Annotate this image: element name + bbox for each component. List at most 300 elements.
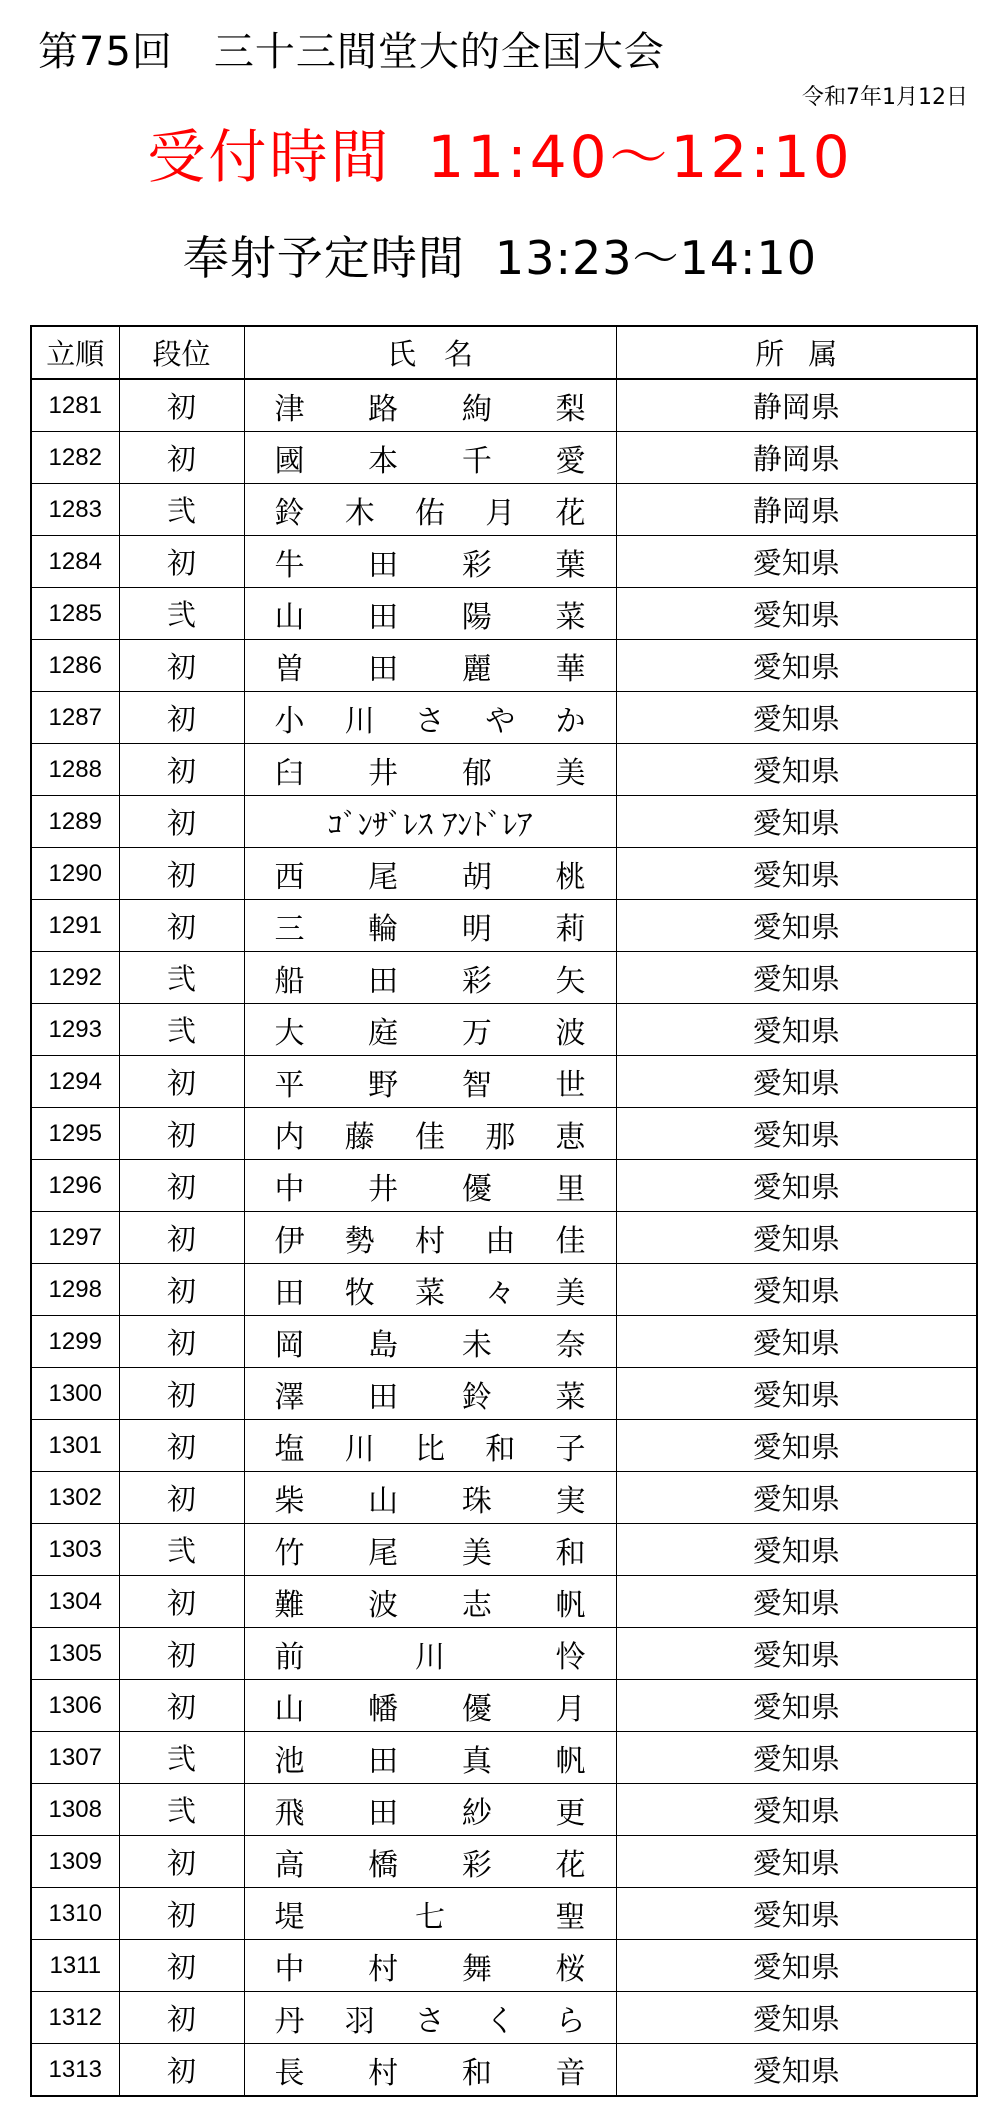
name-character: 実 xyxy=(555,1483,586,1519)
affiliation-cell: 静岡県 xyxy=(616,432,977,484)
rank-cell: 初 xyxy=(119,796,244,848)
page-title: 第75回 三十三間堂大的全国大会 xyxy=(38,29,665,75)
rank-cell: 初 xyxy=(119,848,244,900)
name-character: 美 xyxy=(461,1535,492,1571)
order-number-cell: 1296 xyxy=(31,1160,119,1212)
affiliation-cell: 愛知県 xyxy=(616,952,977,1004)
table-row xyxy=(31,1264,977,1316)
affiliation-cell: 愛知県 xyxy=(616,796,977,848)
name-character: 井 xyxy=(368,755,399,791)
order-number-cell: 1310 xyxy=(31,1888,119,1940)
order-number-cell: 1308 xyxy=(31,1784,119,1836)
order-number-cell: 1281 xyxy=(31,379,119,432)
name-character: 愛 xyxy=(555,443,586,479)
order-number-cell: 1290 xyxy=(31,848,119,900)
name-character: 明 xyxy=(461,911,492,947)
rank-cell: 初 xyxy=(119,1368,244,1420)
order-number-cell: 1303 xyxy=(31,1524,119,1576)
rank-cell: 弐 xyxy=(119,484,244,536)
name-cell xyxy=(244,848,616,900)
name-character: 由 xyxy=(485,1223,516,1259)
name-character: 未 xyxy=(461,1327,492,1363)
name-character: 志 xyxy=(461,1587,492,1623)
affiliation-cell: 愛知県 xyxy=(616,2044,977,2097)
order-number-cell: 1306 xyxy=(31,1680,119,1732)
name-character: 彩 xyxy=(461,547,492,583)
name-character: 絢 xyxy=(461,391,492,427)
name-character: 中 xyxy=(274,1171,305,1207)
name-character: 音 xyxy=(555,2055,586,2091)
rank-cell: 初 xyxy=(119,1056,244,1108)
order-number-cell: 1304 xyxy=(31,1576,119,1628)
name-character: 田 xyxy=(368,1379,399,1415)
shooting-time: 13:23〜14:10 xyxy=(494,231,818,285)
name-character: 尾 xyxy=(368,859,399,895)
name-character: 村 xyxy=(415,1223,445,1259)
name-cell xyxy=(244,952,616,1004)
name-cell xyxy=(244,1836,616,1888)
name-character: 山 xyxy=(368,1483,399,1519)
name-character: 高 xyxy=(274,1847,305,1883)
name-cell xyxy=(244,1160,616,1212)
name-character: 田 xyxy=(368,963,399,999)
affiliation-cell: 愛知県 xyxy=(616,1940,977,1992)
name-character: 佳 xyxy=(555,1223,586,1259)
name-character: 花 xyxy=(555,1847,586,1883)
order-number-cell: 1292 xyxy=(31,952,119,1004)
table-row xyxy=(31,1940,977,1992)
name-character: 帆 xyxy=(555,1587,586,1623)
name-character: 曽 xyxy=(274,651,305,687)
affiliation-cell: 愛知県 xyxy=(616,900,977,952)
name-character: 佑 xyxy=(415,495,445,531)
name-cell xyxy=(244,796,616,848)
table-row xyxy=(31,2044,977,2097)
name-character: 田 xyxy=(368,599,399,635)
table-row xyxy=(31,1368,977,1420)
name-character: 智 xyxy=(461,1067,492,1103)
affiliation-cell: 愛知県 xyxy=(616,1160,977,1212)
affiliation-cell: 愛知県 xyxy=(616,1212,977,1264)
rank-cell: 初 xyxy=(119,744,244,796)
name-cell xyxy=(244,1472,616,1524)
table-row xyxy=(31,1524,977,1576)
name-character: 飛 xyxy=(274,1795,305,1831)
affiliation-cell: 愛知県 xyxy=(616,692,977,744)
order-number-cell: 1285 xyxy=(31,588,119,640)
table-row xyxy=(31,796,977,848)
name-character: 國 xyxy=(274,443,305,479)
name-cell xyxy=(244,536,616,588)
order-number-cell: 1286 xyxy=(31,640,119,692)
column-header-affiliation: 所属 xyxy=(616,326,977,379)
order-number-cell: 1282 xyxy=(31,432,119,484)
order-number-cell: 1300 xyxy=(31,1368,119,1420)
affiliation-cell: 愛知県 xyxy=(616,1888,977,1940)
order-number-cell: 1313 xyxy=(31,2044,119,2097)
name-character: 中 xyxy=(274,1951,305,1987)
name-character: 羽 xyxy=(344,2003,375,2039)
rank-cell: 初 xyxy=(119,1472,244,1524)
name-character: 勢 xyxy=(344,1223,375,1259)
name-character: 波 xyxy=(555,1015,586,1051)
name-character: 牧 xyxy=(344,1275,375,1311)
order-number-cell: 1294 xyxy=(31,1056,119,1108)
table-row xyxy=(31,1628,977,1680)
rank-cell: 初 xyxy=(119,640,244,692)
name-character: 和 xyxy=(485,1431,516,1467)
affiliation-cell: 愛知県 xyxy=(616,1264,977,1316)
order-number-cell: 1287 xyxy=(31,692,119,744)
name-character: 田 xyxy=(368,651,399,687)
name-character: 川 xyxy=(344,703,375,739)
table-body xyxy=(31,379,977,2096)
name-character: 怜 xyxy=(555,1639,586,1675)
name-character: 比 xyxy=(415,1431,445,1467)
rank-cell: 初 xyxy=(119,1420,244,1472)
name-cell xyxy=(244,1680,616,1732)
name-character: 麗 xyxy=(461,651,492,687)
name-character: 郁 xyxy=(461,755,492,791)
rank-cell: 初 xyxy=(119,379,244,432)
table-row xyxy=(31,1004,977,1056)
name-character: 井 xyxy=(368,1171,399,1207)
name-cell xyxy=(244,588,616,640)
column-header-name: 氏名 xyxy=(244,326,616,379)
order-number-cell: 1284 xyxy=(31,536,119,588)
name-character: 澤 xyxy=(274,1379,305,1415)
name-cell xyxy=(244,1784,616,1836)
rank-cell: 弐 xyxy=(119,1524,244,1576)
name-character: 真 xyxy=(461,1743,492,1779)
affiliation-cell: 愛知県 xyxy=(616,848,977,900)
affiliation-cell: 静岡県 xyxy=(616,379,977,432)
name-character: や xyxy=(485,703,516,739)
rank-cell: 初 xyxy=(119,2044,244,2097)
rank-cell: 初 xyxy=(119,1680,244,1732)
rank-cell: 初 xyxy=(119,1316,244,1368)
affiliation-cell: 愛知県 xyxy=(616,1420,977,1472)
affiliation-cell: 愛知県 xyxy=(616,1576,977,1628)
name-cell xyxy=(244,379,616,432)
rank-cell: 初 xyxy=(119,1992,244,2044)
order-number-cell: 1311 xyxy=(31,1940,119,1992)
affiliation-cell: 愛知県 xyxy=(616,1732,977,1784)
name-character: 村 xyxy=(368,2055,399,2091)
name-character: 葉 xyxy=(555,547,586,583)
affiliation-cell: 愛知県 xyxy=(616,588,977,640)
affiliation-cell: 愛知県 xyxy=(616,1992,977,2044)
name-character: 花 xyxy=(555,495,586,531)
table-row xyxy=(31,379,977,432)
table-row xyxy=(31,952,977,1004)
name-character: ら xyxy=(555,2003,586,2039)
affiliation-cell: 愛知県 xyxy=(616,1368,977,1420)
name-character: 奈 xyxy=(555,1327,586,1363)
affiliation-cell: 愛知県 xyxy=(616,1836,977,1888)
name-character: 牛 xyxy=(274,547,305,583)
name-cell xyxy=(244,484,616,536)
name-character: ｺﾞﾝｻﾞﾚｽ ｱﾝﾄﾞﾚｱ xyxy=(327,807,533,843)
participant-table xyxy=(30,325,978,2097)
name-cell xyxy=(244,1056,616,1108)
table-row xyxy=(31,848,977,900)
name-character: 山 xyxy=(274,1691,305,1727)
name-character: 野 xyxy=(368,1067,399,1103)
name-character: 田 xyxy=(368,1795,399,1831)
name-character: 路 xyxy=(368,391,399,427)
name-character: 竹 xyxy=(274,1535,305,1571)
table-row xyxy=(31,1056,977,1108)
rank-cell: 初 xyxy=(119,1108,244,1160)
name-character: 舞 xyxy=(461,1951,492,1987)
event-date: 令和7年1月12日 xyxy=(802,85,968,110)
name-character: か xyxy=(555,703,586,739)
order-number-cell: 1301 xyxy=(31,1420,119,1472)
name-character: 川 xyxy=(344,1431,375,1467)
name-character: 優 xyxy=(461,1691,492,1727)
name-character: 矢 xyxy=(555,963,586,999)
order-number-cell: 1302 xyxy=(31,1472,119,1524)
rank-cell: 初 xyxy=(119,1160,244,1212)
order-number-cell: 1283 xyxy=(31,484,119,536)
rank-cell: 初 xyxy=(119,1836,244,1888)
name-character: 聖 xyxy=(555,1899,586,1935)
rank-cell: 弐 xyxy=(119,1784,244,1836)
name-character: 内 xyxy=(274,1119,305,1155)
name-character: 尾 xyxy=(368,1535,399,1571)
name-character: さ xyxy=(415,2003,445,2039)
affiliation-cell: 愛知県 xyxy=(616,1108,977,1160)
table-row xyxy=(31,536,977,588)
rank-cell: 初 xyxy=(119,536,244,588)
affiliation-cell: 愛知県 xyxy=(616,536,977,588)
name-character: 世 xyxy=(555,1067,586,1103)
name-character: 小 xyxy=(274,703,305,739)
order-number-cell: 1312 xyxy=(31,1992,119,2044)
name-character: 和 xyxy=(555,1535,586,1571)
name-character: 大 xyxy=(274,1015,305,1051)
name-character: 輪 xyxy=(368,911,399,947)
name-character: 田 xyxy=(368,547,399,583)
name-character: 幡 xyxy=(368,1691,399,1727)
rank-cell: 弐 xyxy=(119,1004,244,1056)
name-character: 梨 xyxy=(555,391,586,427)
name-character: 菜 xyxy=(415,1275,445,1311)
table-row xyxy=(31,1576,977,1628)
order-number-cell: 1295 xyxy=(31,1108,119,1160)
name-character: 鈴 xyxy=(274,495,305,531)
table-row xyxy=(31,1108,977,1160)
table-row xyxy=(31,1784,977,1836)
rank-cell: 初 xyxy=(119,1212,244,1264)
rank-cell: 弐 xyxy=(119,1732,244,1784)
name-character: 本 xyxy=(368,443,399,479)
order-number-cell: 1307 xyxy=(31,1732,119,1784)
name-character: 山 xyxy=(274,599,305,635)
rank-cell: 弐 xyxy=(119,952,244,1004)
name-cell xyxy=(244,2044,616,2097)
name-character: 珠 xyxy=(461,1483,492,1519)
name-character: 桜 xyxy=(555,1951,586,1987)
name-character: 菜 xyxy=(555,1379,586,1415)
name-character: 優 xyxy=(461,1171,492,1207)
name-cell xyxy=(244,1420,616,1472)
affiliation-cell: 愛知県 xyxy=(616,1316,977,1368)
name-cell xyxy=(244,1888,616,1940)
name-character: 美 xyxy=(555,755,586,791)
name-character: 丹 xyxy=(274,2003,305,2039)
table-row xyxy=(31,1316,977,1368)
name-character: 田 xyxy=(274,1275,305,1311)
name-character: 橋 xyxy=(368,1847,399,1883)
name-character: 平 xyxy=(274,1067,305,1103)
name-character: 華 xyxy=(555,651,586,687)
name-character: 島 xyxy=(368,1327,399,1363)
name-character: 桃 xyxy=(555,859,586,895)
name-character: 津 xyxy=(274,391,305,427)
affiliation-cell: 愛知県 xyxy=(616,640,977,692)
table-row xyxy=(31,588,977,640)
name-character: 々 xyxy=(485,1275,516,1311)
name-character: 彩 xyxy=(461,963,492,999)
table-header-row xyxy=(31,326,977,379)
name-cell xyxy=(244,1264,616,1316)
name-cell xyxy=(244,1212,616,1264)
name-character: 恵 xyxy=(555,1119,586,1155)
order-number-cell: 1305 xyxy=(31,1628,119,1680)
name-character: 船 xyxy=(274,963,305,999)
name-character: 長 xyxy=(274,2055,305,2091)
order-number-cell: 1309 xyxy=(31,1836,119,1888)
affiliation-cell: 愛知県 xyxy=(616,1784,977,1836)
name-character: 前 xyxy=(274,1639,305,1675)
table-row xyxy=(31,1212,977,1264)
name-character: 池 xyxy=(274,1743,305,1779)
name-character: 彩 xyxy=(461,1847,492,1883)
affiliation-cell: 愛知県 xyxy=(616,1004,977,1056)
name-cell xyxy=(244,1524,616,1576)
name-character: 千 xyxy=(461,443,492,479)
order-number-cell: 1291 xyxy=(31,900,119,952)
column-header-rank: 段位 xyxy=(119,326,244,379)
table-row xyxy=(31,484,977,536)
name-cell xyxy=(244,900,616,952)
name-cell xyxy=(244,692,616,744)
rank-cell: 初 xyxy=(119,1940,244,1992)
rank-cell: 初 xyxy=(119,692,244,744)
name-character: 川 xyxy=(415,1639,445,1675)
name-character: 藤 xyxy=(344,1119,375,1155)
name-character: 万 xyxy=(461,1015,492,1051)
name-character: 和 xyxy=(461,2055,492,2091)
name-cell xyxy=(244,1992,616,2044)
order-number-cell: 1298 xyxy=(31,1264,119,1316)
name-cell xyxy=(244,1316,616,1368)
name-character: 里 xyxy=(555,1171,586,1207)
name-character: 堤 xyxy=(274,1899,305,1935)
name-cell xyxy=(244,744,616,796)
name-cell xyxy=(244,1576,616,1628)
name-character: 柴 xyxy=(274,1483,305,1519)
name-character: 那 xyxy=(485,1119,516,1155)
table-row xyxy=(31,1732,977,1784)
name-character: さ xyxy=(415,703,445,739)
name-cell xyxy=(244,1940,616,1992)
name-character: 更 xyxy=(555,1795,586,1831)
name-cell xyxy=(244,1368,616,1420)
name-character: 岡 xyxy=(274,1327,305,1363)
table-row xyxy=(31,1680,977,1732)
rank-cell: 初 xyxy=(119,432,244,484)
name-character: 臼 xyxy=(274,755,305,791)
name-cell xyxy=(244,1732,616,1784)
name-cell xyxy=(244,1628,616,1680)
name-character: 莉 xyxy=(555,911,586,947)
table-row xyxy=(31,432,977,484)
name-character: 鈴 xyxy=(461,1379,492,1415)
order-number-cell: 1293 xyxy=(31,1004,119,1056)
name-character: 西 xyxy=(274,859,305,895)
rank-cell: 初 xyxy=(119,1628,244,1680)
affiliation-cell: 愛知県 xyxy=(616,1472,977,1524)
name-character: 波 xyxy=(368,1587,399,1623)
name-character: 村 xyxy=(368,1951,399,1987)
name-cell xyxy=(244,432,616,484)
rank-cell: 初 xyxy=(119,1264,244,1316)
name-character: 月 xyxy=(555,1691,586,1727)
column-header-order: 立順 xyxy=(31,326,119,379)
name-character: 菜 xyxy=(555,599,586,635)
affiliation-cell: 愛知県 xyxy=(616,1680,977,1732)
rank-cell: 弐 xyxy=(119,588,244,640)
rank-cell: 初 xyxy=(119,1576,244,1628)
table-row xyxy=(31,1472,977,1524)
name-character: く xyxy=(485,2003,516,2039)
table-row xyxy=(31,1160,977,1212)
name-character: 庭 xyxy=(368,1015,399,1051)
table-row xyxy=(31,1888,977,1940)
affiliation-cell: 愛知県 xyxy=(616,1628,977,1680)
name-cell xyxy=(244,1108,616,1160)
name-character: 佳 xyxy=(415,1119,445,1155)
shooting-time-heading xyxy=(0,222,1000,288)
table-row xyxy=(31,744,977,796)
table-row xyxy=(31,640,977,692)
name-character: 陽 xyxy=(461,599,492,635)
shooting-label: 奉射予定時間 xyxy=(182,231,465,285)
name-character: 月 xyxy=(485,495,516,531)
table-row xyxy=(31,900,977,952)
table-row xyxy=(31,1420,977,1472)
affiliation-cell: 静岡県 xyxy=(616,484,977,536)
order-number-cell: 1288 xyxy=(31,744,119,796)
order-number-cell: 1297 xyxy=(31,1212,119,1264)
name-character: 難 xyxy=(274,1587,305,1623)
affiliation-cell: 愛知県 xyxy=(616,744,977,796)
rank-cell: 初 xyxy=(119,900,244,952)
order-number-cell: 1289 xyxy=(31,796,119,848)
name-character: 三 xyxy=(274,911,305,947)
table-row xyxy=(31,1836,977,1888)
name-character: 七 xyxy=(415,1899,445,1935)
name-cell xyxy=(244,1004,616,1056)
name-character: 田 xyxy=(368,1743,399,1779)
name-cell xyxy=(244,640,616,692)
rank-cell: 初 xyxy=(119,1888,244,1940)
affiliation-cell: 愛知県 xyxy=(616,1056,977,1108)
reception-time: 11:40〜12:10 xyxy=(427,123,853,191)
